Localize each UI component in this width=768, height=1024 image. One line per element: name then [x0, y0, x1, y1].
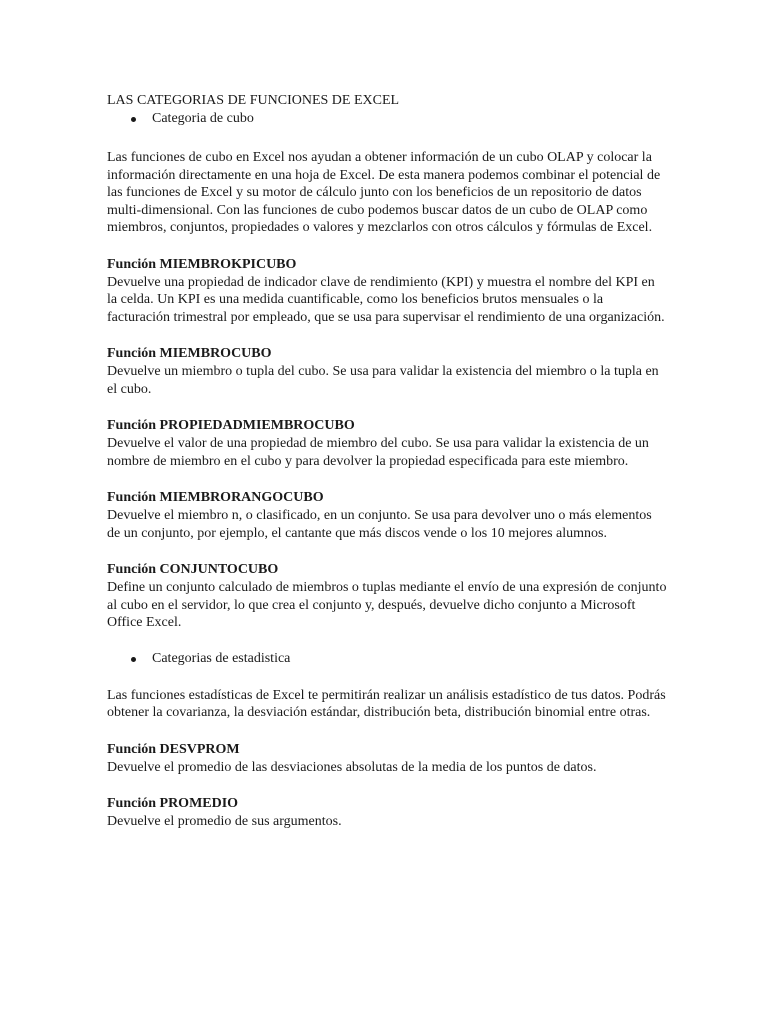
function-title: Función DESVPROM: [107, 741, 240, 757]
bullet-dot-icon: [131, 657, 136, 662]
bullet-categorias-estadistica: [107, 650, 667, 668]
function-description: Devuelve el promedio de sus argumentos.: [107, 814, 342, 829]
function-title: Función MIEMBRORANGOCUBO: [107, 490, 324, 505]
function-section: [107, 256, 667, 327]
function-description: Devuelve un miembro o tupla del cubo. Se usa para validar la existencia del miembro o la tupla en el cubo.: [107, 364, 659, 397]
function-section: [107, 795, 667, 831]
function-description: Define un conjunto calculado de miembros o tuplas mediante el envío de una expresión de conjunto al cubo en el servidor, lo que crea el conjunto y, después, devuelve dicho conjunto a Microsoft Office Excel.: [107, 580, 667, 630]
function-description: Devuelve el miembro n, o clasificado, en un conjunto. Se usa para devolver uno o más elementos de un conjunto, por ejemplo, el cantante que más discos vende o los 10 mejores alumnos.: [107, 508, 652, 541]
intro-paragraph-cubo: Las funciones de cubo en Excel nos ayudan a obtener información de un cubo OLAP y colocar la información directamente en una hoja de Excel. De esta manera podemos combinar el potencial de las funciones de Excel y su motor de cálculo junto con los beneficios de un repositorio de datos multi-dimensional. Con las funciones de cubo podemos buscar datos de un cubo de OLAP como miembros, conjuntos, propiedades o valores y mezclarlos con otros cálculos y fórmulas de Excel.: [107, 150, 661, 235]
function-title: Función PROPIEDADMIEMBROCUBO: [107, 418, 355, 433]
function-section: [107, 345, 667, 398]
function-title: Función MIEMBROCUBO: [107, 346, 272, 361]
bullet-categoria-cubo: [107, 110, 667, 128]
function-section: [107, 417, 667, 470]
function-section: [107, 741, 667, 777]
function-title: Función PROMEDIO: [107, 796, 239, 811]
function-section: [107, 561, 667, 632]
document-title: LAS CATEGORIAS DE FUNCIONES DE EXCEL: [107, 93, 400, 108]
bullet-dot-icon: [131, 117, 136, 122]
function-description: Devuelve el promedio de las desviaciones absolutas de la media de los puntos de datos.: [107, 759, 597, 775]
bullet-label: Categoria de cubo: [152, 111, 254, 126]
bullet-label: Categorias de estadistica: [152, 650, 291, 666]
function-section: [107, 489, 667, 542]
function-title: Función CONJUNTOCUBO: [107, 562, 279, 577]
document-page: [107, 92, 667, 831]
function-title: Función MIEMBROKPICUBO: [107, 256, 297, 272]
intro-paragraph-estadistica: Las funciones estadísticas de Excel te permitirán realizar un análisis estadístico de tus datos. Podrás obtener la covarianza, la desviación estándar, distribución beta, distribución binomial entre otras.: [107, 687, 666, 720]
function-description: Devuelve el valor de una propiedad de miembro del cubo. Se usa para validar la existencia de un nombre de miembro en el cubo y para devolver la propiedad especificada para este miembro.: [107, 436, 649, 469]
function-description: Devuelve una propiedad de indicador clave de rendimiento (KPI) y muestra el nombre del KPI en la celda. Un KPI es una medida cuantificable, como los beneficios brutos mensuales o la facturación trimestral por empleado, que se usa para supervisar el rendimiento de una organización.: [107, 274, 665, 325]
